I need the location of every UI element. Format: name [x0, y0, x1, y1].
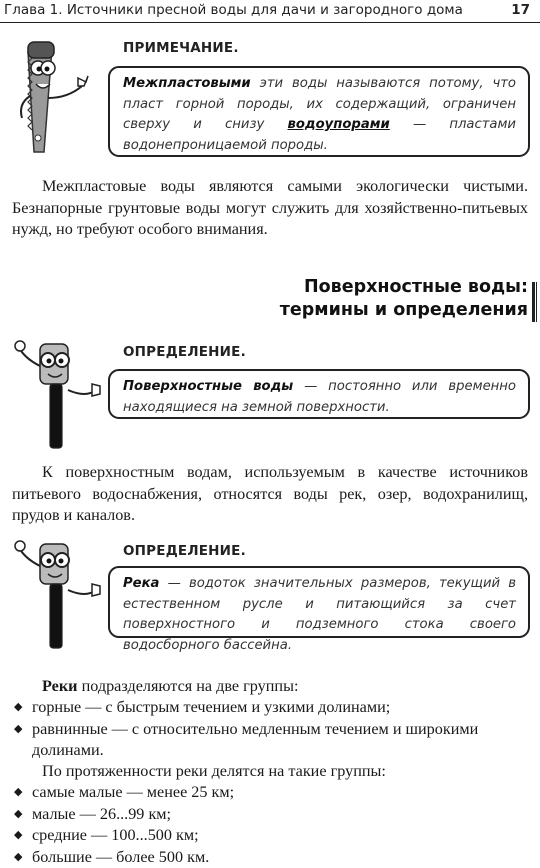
river-groups-list [12, 697, 528, 762]
note-term-2: водоупорами [288, 117, 390, 132]
list-item: ◆ горные — с быстрым течением и узкими долинами; [12, 697, 528, 719]
section-title-line-1: Поверхностные воды: [280, 276, 528, 299]
hammer-mascot-icon [12, 540, 104, 652]
list-item: ◆ равнинные — с относительно медленным течением и широкими долинами. [12, 719, 528, 762]
hammer-mascot-icon [12, 340, 104, 452]
river-length-list [12, 782, 528, 868]
rivers-term: Реки [42, 677, 78, 695]
definition-title: ОПРЕДЕЛЕНИЕ. [123, 543, 246, 559]
saw-mascot-icon [14, 38, 96, 156]
section-title [280, 276, 528, 322]
diamond-bullet-icon: ◆ [14, 719, 22, 741]
rivers-lead-text: подразделяются на две группы: [78, 677, 299, 695]
paragraph-surface-sources: К поверхностным водам, используемым в качестве источников питьевого водоснабжения, относятся воды рек, озер, водохранилищ, прудов и каналов. [12, 462, 528, 527]
section-title-bar-thin [536, 282, 537, 322]
note-text-b: — пластами водонепроницаемой породы. [123, 117, 516, 153]
note-box [108, 66, 530, 157]
note-title: ПРИМЕЧАНИЕ. [123, 40, 239, 56]
list-item: ◆ большие — более 500 км. [12, 847, 528, 868]
page-number: 17 [511, 2, 530, 18]
paragraph-rivers-lead [12, 676, 528, 698]
definition-term: Река [123, 576, 159, 591]
definition-box-river [108, 566, 530, 638]
note-term: Межпластовыми [123, 76, 251, 91]
diamond-bullet-icon: ◆ [14, 847, 22, 868]
list-item: ◆ самые малые — менее 25 км; [12, 782, 528, 804]
definition-box-surface-water [108, 369, 530, 419]
list-item: ◆ малые — 26...99 км; [12, 804, 528, 826]
list-item: ◆ средние — 100...500 км; [12, 825, 528, 847]
definition-title: ОПРЕДЕЛЕНИЕ. [123, 344, 246, 360]
section-title-bar [532, 282, 535, 322]
chapter-title: Глава 1. Источники пресной воды для дачи и загородного дома [4, 2, 463, 18]
definition-text: — водоток значительных размеров, текущий в естественном русле и питающийся за счет поверхностного и подземного стока своего водосборного бассейна. [123, 576, 516, 653]
paragraph-length-intro: По протяженности реки делятся на такие группы: [12, 761, 528, 783]
diamond-bullet-icon: ◆ [14, 804, 22, 826]
definition-text: — постоянно или временно находящиеся на земной поверхности. [123, 379, 516, 415]
section-title-line-2: термины и определения [280, 299, 528, 322]
paragraph-interstratal: Межпластовые воды являются самыми экологически чистыми. Безнапорные грунтовые воды могут служить для хозяйственно-питьевых нужд, но требуют особого внимания. [12, 176, 528, 241]
diamond-bullet-icon: ◆ [14, 825, 22, 847]
diamond-bullet-icon: ◆ [14, 782, 22, 804]
note-text-a: эти воды называются потому, что пласт горной породы, их содержащий, ограничен сверху и снизу [123, 76, 516, 132]
definition-term: Поверхностные воды [123, 379, 293, 394]
page-header [0, 0, 540, 23]
diamond-bullet-icon: ◆ [14, 697, 22, 719]
